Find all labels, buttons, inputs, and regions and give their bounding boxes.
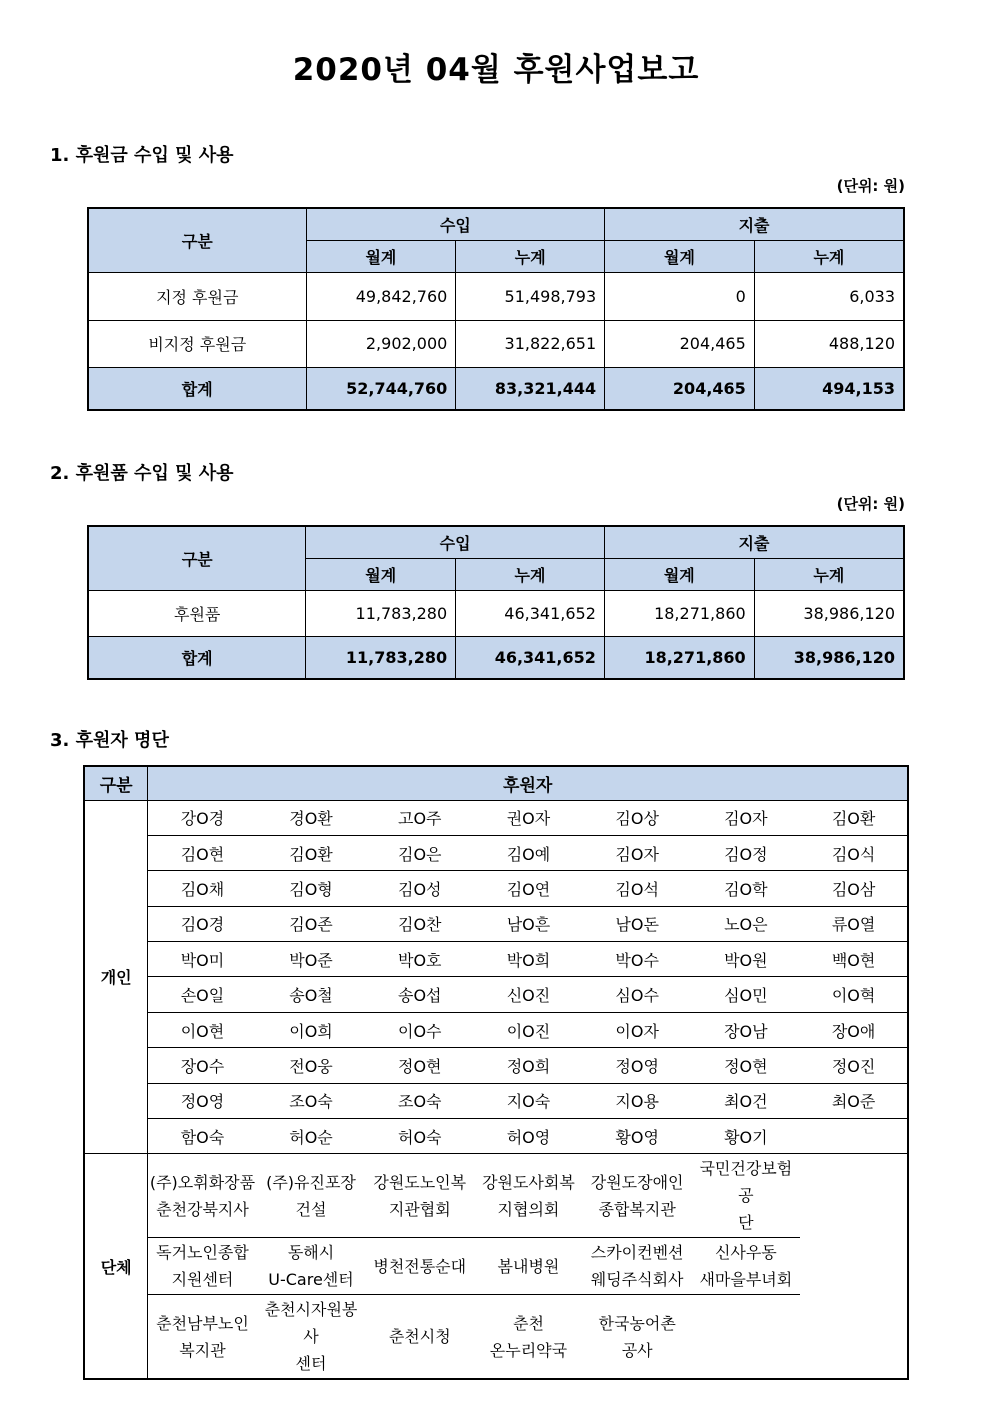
- cell-value: 31,822,651: [456, 320, 605, 367]
- donor-name: 이O현: [148, 1012, 257, 1047]
- cell-value: 51,498,793: [456, 272, 605, 320]
- donor-name: 노O은: [692, 906, 801, 941]
- donor-list-table: [83, 765, 909, 1380]
- donor-name: 허O순: [257, 1119, 366, 1154]
- total-value: 494,153: [754, 367, 904, 410]
- group-donor-line: U-Care센터: [268, 1270, 354, 1290]
- donor-name: 정O영: [148, 1083, 257, 1118]
- donor-name: 송O섭: [365, 977, 474, 1012]
- cell-value: 204,465: [605, 320, 755, 367]
- group-donor: [474, 1154, 583, 1238]
- total-label: 합계: [88, 636, 306, 679]
- group-donor-line: 춘천남부노인: [156, 1313, 249, 1333]
- group-donor-line: 독거노인종합: [156, 1243, 249, 1263]
- section3-heading: 3. 후원자 명단: [50, 730, 169, 751]
- group-donor-line: (주)유진포장: [266, 1172, 356, 1192]
- header-category: 구분: [88, 208, 306, 272]
- donation-money-table: [87, 207, 905, 411]
- donor-name: 조O숙: [365, 1083, 474, 1118]
- group-donor-line: 강원도노인복: [373, 1172, 467, 1192]
- individual-row: [84, 871, 908, 906]
- donor-name: 남O돈: [583, 906, 692, 941]
- group-donor: [474, 1295, 583, 1380]
- header-income-monthly: 월계: [306, 558, 456, 590]
- group-donor-line: 지관협회: [388, 1199, 451, 1219]
- group-donor: [583, 1295, 692, 1380]
- donor-name: 지O용: [583, 1083, 692, 1118]
- donor-name: 조O숙: [257, 1083, 366, 1118]
- donor-name: 김O찬: [365, 906, 474, 941]
- donor-name: 김O학: [692, 871, 801, 906]
- donor-name: 백O현: [800, 942, 908, 977]
- total-row: [88, 636, 904, 679]
- donor-name: 손O일: [148, 977, 257, 1012]
- group-donor-line: 공사: [621, 1340, 653, 1360]
- donor-name: 김O식: [800, 835, 908, 870]
- group-donor: [583, 1238, 692, 1295]
- donor-name: 정O현: [365, 1048, 474, 1083]
- group-donor-line: 단: [738, 1213, 754, 1233]
- donor-name: 권O자: [474, 800, 583, 835]
- donor-name: 이O희: [257, 1012, 366, 1047]
- group-donor-line: 건설: [295, 1199, 327, 1219]
- cell-value: 11,783,280: [306, 590, 456, 636]
- header-income: 수입: [306, 526, 605, 558]
- donor-name: 김O성: [365, 871, 474, 906]
- donor-name: 전O웅: [257, 1048, 366, 1083]
- section1-unit: (단위: 원): [836, 177, 905, 195]
- donor-name: 장O남: [692, 1012, 801, 1047]
- donor-name: 김O경: [148, 906, 257, 941]
- individual-row: [84, 1083, 908, 1118]
- individual-row: [84, 835, 908, 870]
- donor-name: 장O애: [800, 1012, 908, 1047]
- donor-name: 정O현: [692, 1048, 801, 1083]
- donor-name: 김O자: [692, 800, 801, 835]
- donor-name: 김O형: [257, 871, 366, 906]
- group-donor: [692, 1238, 801, 1295]
- table-row: [88, 272, 904, 320]
- individual-row: [84, 1119, 908, 1154]
- cell-value: 18,271,860: [604, 590, 754, 636]
- header-expense: 지출: [605, 208, 904, 240]
- group-donor: [257, 1295, 366, 1380]
- donor-name: 김O채: [148, 871, 257, 906]
- row-label: 후원품: [88, 590, 306, 636]
- donor-name: 김O예: [474, 835, 583, 870]
- donor-name: 신O진: [474, 977, 583, 1012]
- individual-row: [84, 906, 908, 941]
- individual-row: [84, 942, 908, 977]
- donor-name: [800, 1119, 908, 1154]
- total-value: 83,321,444: [456, 367, 605, 410]
- donor-name: 함O숙: [148, 1119, 257, 1154]
- group-donor-line: 센터: [295, 1354, 327, 1374]
- group-donor-line: 스카이컨벤션: [590, 1243, 684, 1263]
- group-donor-line: 강원도사회복: [482, 1172, 575, 1192]
- group-donor: [257, 1238, 366, 1295]
- total-value: 52,744,760: [306, 367, 456, 410]
- cell-value: 46,341,652: [456, 590, 605, 636]
- individual-row: [84, 1048, 908, 1083]
- total-value: 204,465: [605, 367, 755, 410]
- total-value: 11,783,280: [306, 636, 456, 679]
- group-donor-line: 온누리약국: [489, 1340, 568, 1360]
- group-donor: [692, 1295, 801, 1380]
- donor-name: 정O희: [474, 1048, 583, 1083]
- cell-value: 6,033: [754, 272, 904, 320]
- donor-name: 송O철: [257, 977, 366, 1012]
- total-label: 합계: [88, 367, 306, 410]
- donation-goods-table: [87, 525, 905, 680]
- group-donor-line: 웨딩주식회사: [590, 1270, 684, 1290]
- donor-name: 김O석: [583, 871, 692, 906]
- group-donor-line: 국민건강보험공: [699, 1159, 793, 1206]
- donor-name: 류O열: [800, 906, 908, 941]
- donor-name: 김O존: [257, 906, 366, 941]
- group-row: [84, 1238, 908, 1295]
- group-donor-line: 병천전통순대: [373, 1256, 467, 1276]
- donor-name: 강O경: [148, 800, 257, 835]
- group-donor-line: 지원센터: [171, 1270, 234, 1290]
- group-donor-line: 동해시: [287, 1243, 335, 1263]
- header-expense-cumulative: 누계: [754, 558, 904, 590]
- donor-name: 최O준: [800, 1083, 908, 1118]
- donor-name: 김O삼: [800, 871, 908, 906]
- group-donor: [583, 1154, 692, 1238]
- donor-name: 이O수: [365, 1012, 474, 1047]
- header-expense-monthly: 월계: [604, 558, 754, 590]
- group-donor: [692, 1154, 801, 1238]
- table-row: [88, 320, 904, 367]
- group-donor: [474, 1238, 583, 1295]
- total-value: 18,271,860: [604, 636, 754, 679]
- cell-value: 488,120: [754, 320, 904, 367]
- group-row: [84, 1154, 908, 1238]
- group-category: 단체: [84, 1154, 148, 1380]
- donor-name: 경O환: [257, 800, 366, 835]
- group-donor-line: 한국농어촌: [598, 1313, 676, 1333]
- row-label: 지정 후원금: [88, 272, 306, 320]
- donor-name: 박O미: [148, 942, 257, 977]
- donor-name: 심O민: [692, 977, 801, 1012]
- donor-name: 박O준: [257, 942, 366, 977]
- cell-value: 49,842,760: [306, 272, 456, 320]
- donor-name: 김O환: [800, 800, 908, 835]
- donor-name: 이O혁: [800, 977, 908, 1012]
- cell-value: 38,986,120: [754, 590, 904, 636]
- individual-row: [84, 977, 908, 1012]
- donor-name: 고O주: [365, 800, 474, 835]
- donor-name: 황O기: [692, 1119, 801, 1154]
- donor-name: 최O건: [692, 1083, 801, 1118]
- individual-category: 개인: [84, 800, 148, 1154]
- donor-name: 황O영: [583, 1119, 692, 1154]
- donor-name: 김O상: [583, 800, 692, 835]
- individual-row: [84, 1012, 908, 1047]
- group-donor: [365, 1238, 474, 1295]
- group-donor: [257, 1154, 366, 1238]
- donor-name: 박O희: [474, 942, 583, 977]
- donor-name: 김O은: [365, 835, 474, 870]
- group-row: [84, 1295, 908, 1380]
- group-donor: [148, 1154, 257, 1238]
- donor-name: 남O흔: [474, 906, 583, 941]
- donor-name: 김O현: [148, 835, 257, 870]
- donor-name: 박O원: [692, 942, 801, 977]
- donor-name: 지O숙: [474, 1083, 583, 1118]
- donor-name: 정O영: [583, 1048, 692, 1083]
- group-donor: [148, 1295, 257, 1380]
- donor-name: 심O수: [583, 977, 692, 1012]
- donor-name: 박O호: [365, 942, 474, 977]
- group-donor-line: 강원도장애인: [590, 1172, 684, 1192]
- group-donor-line: 춘천시자원봉사: [264, 1300, 358, 1347]
- donor-name: 장O수: [148, 1048, 257, 1083]
- row-label: 비지정 후원금: [88, 320, 306, 367]
- header-income-monthly: 월계: [306, 240, 456, 272]
- group-donor-line: 춘천시청: [388, 1327, 451, 1347]
- group-donor-line: 춘천: [512, 1313, 544, 1333]
- header-donors: 후원자: [148, 766, 908, 800]
- cell-value: 0: [605, 272, 755, 320]
- group-donor: [148, 1238, 257, 1295]
- page-title: 2020년 04월 후원사업보고: [292, 52, 700, 88]
- donor-name: 김O정: [692, 835, 801, 870]
- table-row: [88, 590, 904, 636]
- donor-name: 허O영: [474, 1119, 583, 1154]
- donor-name: 김O연: [474, 871, 583, 906]
- group-donor-line: 춘천강북지사: [156, 1199, 249, 1219]
- header-income-cumulative: 누계: [456, 240, 605, 272]
- group-donor-line: 새마을부녀회: [699, 1270, 793, 1290]
- header-expense-monthly: 월계: [605, 240, 755, 272]
- header-expense-cumulative: 누계: [754, 240, 904, 272]
- group-donor-line: 지협의회: [497, 1199, 560, 1219]
- total-row: [88, 367, 904, 410]
- group-donor-line: 봄내병원: [497, 1256, 560, 1276]
- donor-name: 정O진: [800, 1048, 908, 1083]
- header-category: 구분: [84, 766, 148, 800]
- group-donor: [365, 1295, 474, 1380]
- header-category: 구분: [88, 526, 306, 590]
- donor-name: 이O진: [474, 1012, 583, 1047]
- section2-unit: (단위: 원): [836, 495, 905, 513]
- group-donor-line: 복지관: [179, 1340, 226, 1360]
- header-income-cumulative: 누계: [456, 558, 605, 590]
- total-value: 38,986,120: [754, 636, 904, 679]
- donor-name: 김O환: [257, 835, 366, 870]
- section2-heading: 2. 후원품 수입 및 사용: [50, 463, 234, 484]
- donor-name: 허O숙: [365, 1119, 474, 1154]
- total-value: 46,341,652: [456, 636, 605, 679]
- header-expense: 지출: [604, 526, 904, 558]
- group-donor-line: 종합복지관: [598, 1199, 676, 1219]
- group-donor-line: 신사우동: [714, 1243, 777, 1263]
- group-donor-line: (주)오휘화장품: [149, 1172, 256, 1192]
- header-income: 수입: [306, 208, 605, 240]
- cell-value: 2,902,000: [306, 320, 456, 367]
- section1-heading: 1. 후원금 수입 및 사용: [50, 145, 234, 166]
- individual-row: [84, 800, 908, 835]
- donor-name: 김O자: [583, 835, 692, 870]
- donor-name: 이O자: [583, 1012, 692, 1047]
- group-donor: [365, 1154, 474, 1238]
- donor-name: 박O수: [583, 942, 692, 977]
